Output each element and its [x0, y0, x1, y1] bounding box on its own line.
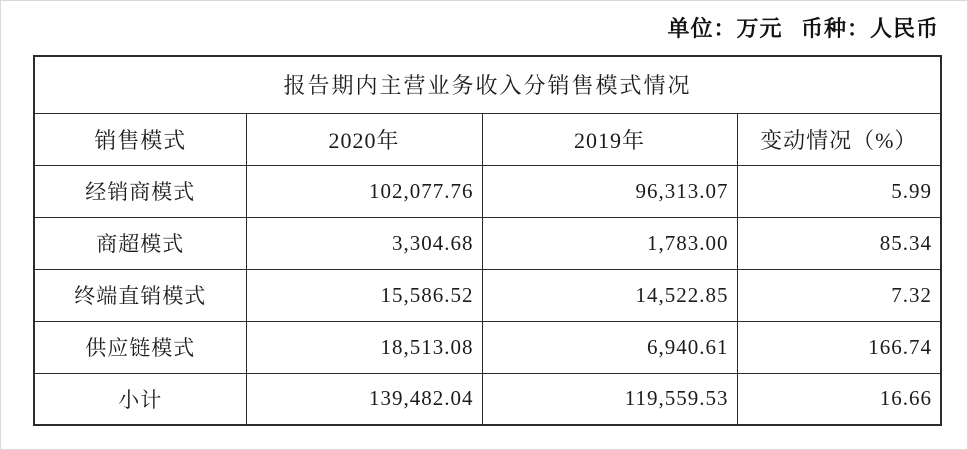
- table-title-row: [34, 56, 941, 113]
- table-row: [34, 217, 941, 269]
- column-header-2019: 2019年: [482, 113, 737, 165]
- change-pct-cell: 7.32: [737, 269, 941, 321]
- value-2019-cell: 96,313.07: [482, 165, 737, 217]
- unit-currency-label: 单位：万元 币种：人民币: [667, 16, 939, 41]
- value-2020-cell: 18,513.08: [246, 321, 482, 373]
- value-2020-cell: 15,586.52: [246, 269, 482, 321]
- value-2019-cell: 119,559.53: [482, 373, 737, 425]
- mode-cell: 小计: [34, 373, 246, 425]
- change-pct-cell: 166.74: [737, 321, 941, 373]
- table-row: [34, 321, 941, 373]
- column-header-change-pct: 变动情况（%）: [737, 113, 941, 165]
- mode-cell: 供应链模式: [34, 321, 246, 373]
- sales-model-revenue-table: [33, 55, 942, 426]
- change-pct-cell: 16.66: [737, 373, 941, 425]
- column-header-sales-mode: 销售模式: [34, 113, 246, 165]
- change-pct-cell: 85.34: [737, 217, 941, 269]
- value-2020-cell: 3,304.68: [246, 217, 482, 269]
- value-2019-cell: 1,783.00: [482, 217, 737, 269]
- table-title: 报告期内主营业务收入分销售模式情况: [34, 56, 941, 113]
- value-2020-cell: 102,077.76: [246, 165, 482, 217]
- mode-cell: 经销商模式: [34, 165, 246, 217]
- table-header-row: [34, 113, 941, 165]
- mode-cell: 终端直销模式: [34, 269, 246, 321]
- table-row-subtotal: [34, 373, 941, 425]
- change-pct-cell: 5.99: [737, 165, 941, 217]
- table-row: [34, 165, 941, 217]
- value-2019-cell: 14,522.85: [482, 269, 737, 321]
- column-header-2020: 2020年: [246, 113, 482, 165]
- mode-cell: 商超模式: [34, 217, 246, 269]
- table-row: [34, 269, 941, 321]
- value-2020-cell: 139,482.04: [246, 373, 482, 425]
- value-2019-cell: 6,940.61: [482, 321, 737, 373]
